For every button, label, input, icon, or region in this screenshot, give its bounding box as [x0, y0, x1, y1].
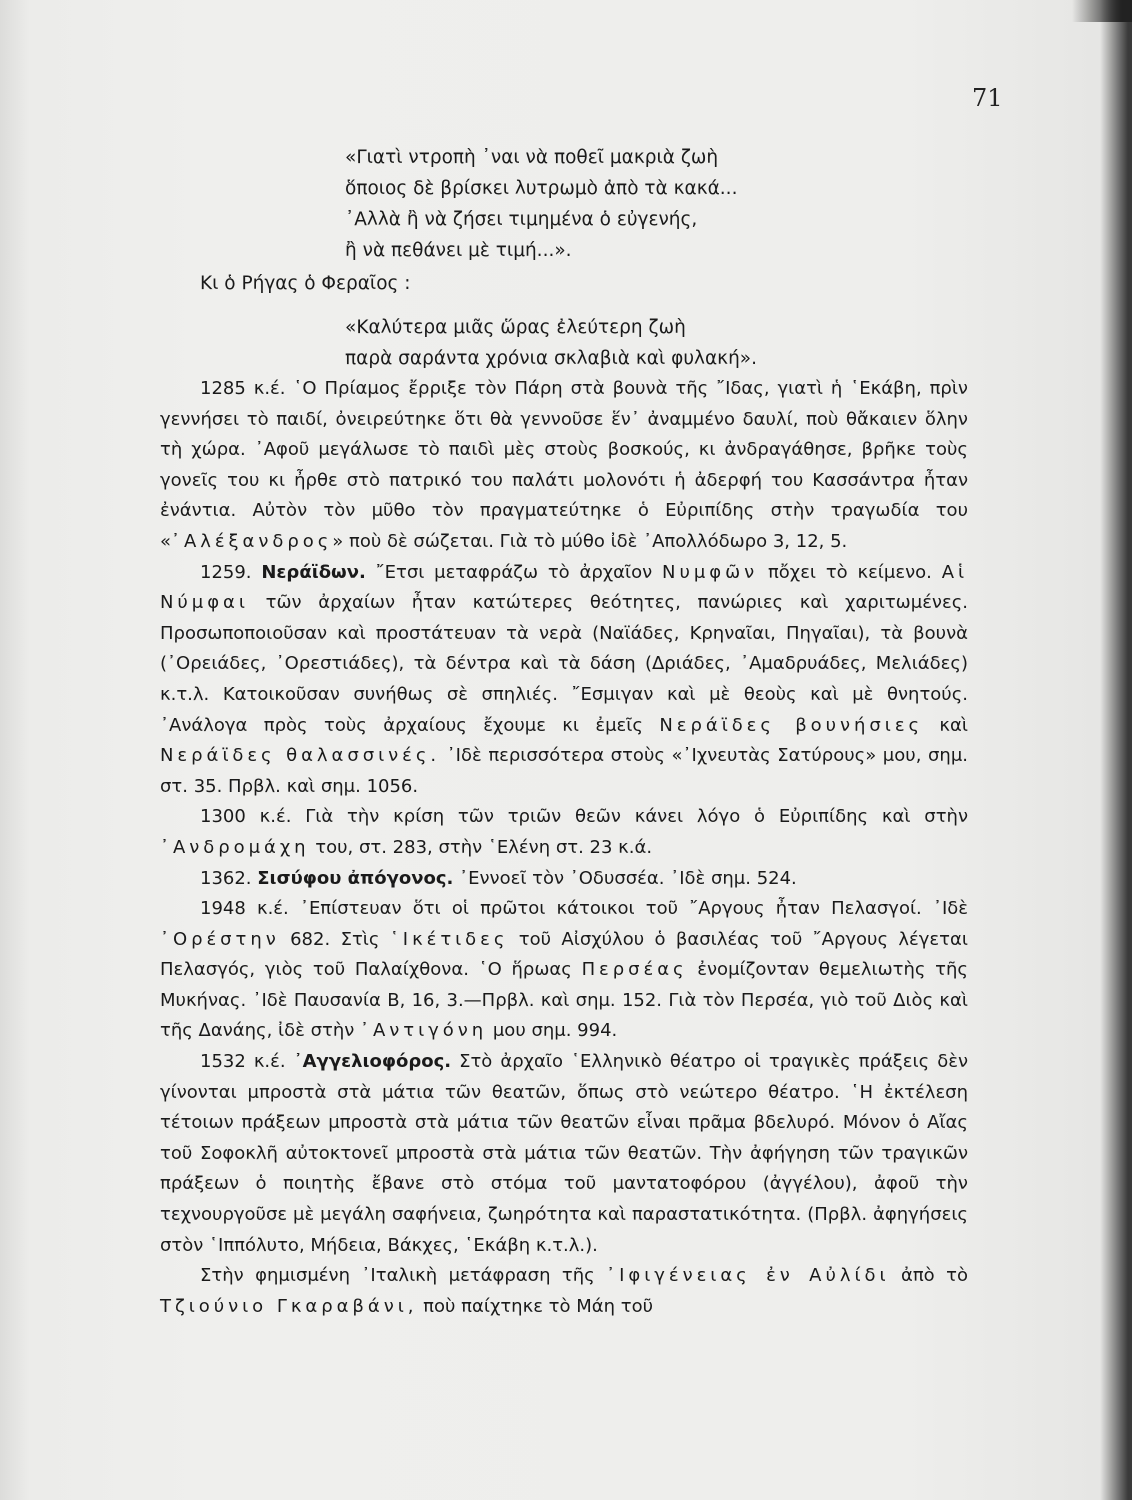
note-text: καὶ [939, 714, 968, 736]
quoted-verse-1 [345, 142, 737, 266]
note-1362 [160, 864, 968, 895]
note-number: 1285 κ.έ. [200, 378, 286, 399]
note-1532 [160, 1047, 968, 1261]
note-text: τοῦ Αἰσχύλου ὁ βασιλέας τοῦ ῎Αργους λέγεται Πελασγός, γιὸς τοῦ Παλαίχθονα. ῾Ο ἥρωας [160, 928, 968, 981]
note-text: » ποὺ δὲ σώζεται. Γιὰ τὸ μύθο ἰδὲ ᾽Απολλόδωρο 3, 12, 5. [332, 530, 848, 552]
note-text: μου σημ. 994. [492, 1020, 618, 1042]
note-text: Γιὰ τὴν κρίση τῶν τριῶν θεῶν κάνει λόγο ὁ Εὐριπίδης καὶ στὴν [305, 806, 968, 828]
spaced-term: Νεράϊδες βουνήσιες [659, 714, 924, 736]
note-text: ᾽Εννοεῖ τὸν ᾽Οδυσσέα. ᾽Ιδὲ σημ. 524. [459, 867, 797, 889]
note-number: 1300 κ.έ. [200, 806, 292, 828]
note-number: 1259. [200, 561, 252, 583]
spaced-title: ᾽Ιφιγένειας ἐν Αὐλίδι [606, 1265, 890, 1287]
note-1300 [160, 802, 968, 863]
spaced-term: Νεράϊδες θαλασσινές. [160, 745, 441, 767]
spaced-term: ᾽Ορέστην [160, 928, 280, 950]
note-number: 1532 κ.έ. [200, 1051, 286, 1073]
commentary-notes [160, 374, 968, 1322]
note-1259 [160, 558, 968, 803]
spaced-term: Αἱ Νύμφαι [160, 561, 969, 614]
scan-edge-shadow [1072, 0, 1132, 22]
quoted-verse-2 [345, 312, 757, 374]
note-text: ᾽Επίστευαν ὅτι οἱ πρῶτοι κάτοικοι τοῦ ῎Αργους ἦταν Πελασγοί. ᾽Ιδὲ [299, 898, 968, 920]
note-text: ποὺ παίχτηκε τὸ Μάη τοῦ [423, 1295, 654, 1317]
page-number: 71 [972, 84, 1003, 112]
spaced-term: ᾽Ανδρομάχη [160, 836, 310, 858]
note-1285 [160, 374, 968, 558]
verse-line: ὅποιος δὲ βρίσκει λυτρωμὸ ἀπὸ τὰ κακά... [345, 178, 738, 199]
spaced-term: Περσέας [581, 959, 688, 981]
spaced-name: Τζιούνιο Γκαραβάνι, [160, 1295, 418, 1317]
note-1948 [160, 894, 968, 1047]
note-text: ῾Ο Πρίαμος ἔρριξε τὸν Πάρη στὰ βουνὰ τῆς ῎Ιδας, γιατὶ ἡ ῾Εκάβη, πρὶν γεννήσει τὸ παιδί, ὀνειρεύτηκε ὅτι θὰ γεννοῦσε ἕν᾽ ἀναμμένο δαυλί, ποὺ θἄκαιεν ὅλην τὴ χώρα. ᾽Αφοῦ μεγάλωσε τὸ παιδὶ μὲς στοὺς βοσκούς, κι ἀνδραγάθησε, βρῆκε τοὺς γονεῖς του κι ἦρθε στὸ πατρικό του παλάτι μολονότι ἡ ἀδερφή του Κασσάντρα ἦταν ἐνάντια. Αὐτὸν τὸν μῦθο τὸν πραγματεύτηκε ὁ Εὐριπίδης στὴν τραγωδία του « [160, 378, 968, 552]
note-text: ἐνομίζονταν θεμελιωτὴς τῆς Μυκήνας. ᾽Ιδὲ Παυσανία Β, 16, 3.—Πρβλ. καὶ σημ. 152. Γιὰ τὸν Περσέα, γιὸ τοῦ Διὸς καὶ τῆς Δανάης, ἰδὲ στὴν [160, 959, 968, 1042]
note-text: ἀπὸ τὸ [900, 1265, 968, 1287]
note-text: Στὴν φημισμένη ᾽Ιταλικὴ μετάφραση τῆς [200, 1265, 595, 1287]
verse-line: παρὰ σαράντα χρόνια σκλαβιὰ καὶ φυλακή». [345, 348, 758, 369]
verse-line: ᾽Αλλὰ ἢ νὰ ζήσει τιμημένα ὁ εὐγενής, [345, 209, 698, 230]
verse-line: ἢ νὰ πεθάνει μὲ τιμή...». [345, 240, 572, 261]
note-headword: Νεράϊδων. [261, 561, 366, 583]
note-text: Στὸ ἀρχαῖο ῾Ελληνικὸ θέατρο οἱ τραγικὲς πράξεις δὲν γίνονται μπροστὰ στὰ μάτια τῶν θεατῶν, ὅπως στὸ νεώτερο θέατρο. ῾Η ἐκτέλεση τέτοιων πράξεων μπροστὰ στὰ μάτια τῶν θεατῶν εἶναι πρᾶμα βδελυρό. Μόνον ὁ Αἴας τοῦ Σοφοκλῆ αὐτοκτονεῖ μπροστὰ στὰ μάτια τῶν θεατῶν. Τὴν ἀφήγηση τῶν τραγικῶν πράξεων ὁ ποιητὴς ἔβανε στὸ στόμα τοῦ μαντατοφόρου (ἀγγέλου), ἀφοῦ τὴν τεχνουργοῦσε μὲ μεγάλη σαφήνεια, ζωηρότητα καὶ παραστατικότητα. (Πρβλ. ἀφηγήσεις στὸν ῾Ιππόλυτο, Μήδεια, Βάκχες, ῾Εκάβη κ.τ.λ.). [160, 1051, 968, 1256]
note-text: ᾽Ιδὲ περισσότερα στοὺς «᾽Ιχνευτὰς Σατύρους» μου, σημ. στ. 35. Πρβλ. καὶ σημ. 1056. [160, 745, 968, 797]
note-text: 682. Στὶς [290, 928, 380, 950]
spaced-term: ῾Ικέτιδες [389, 928, 509, 950]
note-text: τῶν ἀρχαίων ἦταν κατώτερες θεότητες, πανώριες καὶ χαριτωμένες. Προσωποποιοῦσαν καὶ προστάτευαν τὰ νερὰ (Ναϊάδες, Κρηναῖαι, Πηγαῖαι), τὰ βουνὰ (᾽Ορειάδες, ᾽Ορεστιάδες), τὰ δέντρα καὶ τὰ δάση (Δριάδες, ᾽Αμαδρυάδες, Μελιάδες) κ.τ.λ. Κατοικοῦσαν συνήθως σὲ σπηλιές. ῎Εσμιγαν καὶ μὲ θεοὺς καὶ μὲ θνητούς. ᾽Ανάλογα πρὸς τοὺς ἀρχαίους ἔχουμε κι ἐμεῖς [160, 592, 968, 736]
note-headword: ᾽Αγγελιοφόρος. [293, 1051, 452, 1073]
spaced-term: ᾽Αντιγόνη [360, 1020, 488, 1042]
intro-line: Κι ὁ Ρήγας ὁ Φεραῖος : [200, 273, 411, 294]
note-text: πὄχει τὸ κείμενο. [767, 561, 932, 583]
spaced-title: ᾽Αλέξανδρος [171, 530, 333, 552]
verse-line: «Γιατὶ ντροπὴ ᾽ναι νὰ ποθεῖ μακριὰ ζωὴ [345, 147, 719, 168]
note-number: 1362. [200, 867, 252, 889]
note-headword: Σισύφου ἀπόγονος. [257, 867, 454, 889]
note-number: 1948 κ.έ. [200, 898, 289, 920]
verse-line: «Καλύτερα μιᾶς ὥρας ἐλεύτερη ζωὴ [345, 317, 686, 338]
note-text: ῎Ετσι μεταφράζω τὸ ἀρχαῖον [375, 561, 653, 583]
spaced-term: Νυμφῶν [662, 561, 759, 583]
note-continuation [160, 1261, 968, 1322]
note-text: του, στ. 283, στὴν ῾Ελένη στ. 23 κ.ά. [315, 836, 653, 858]
